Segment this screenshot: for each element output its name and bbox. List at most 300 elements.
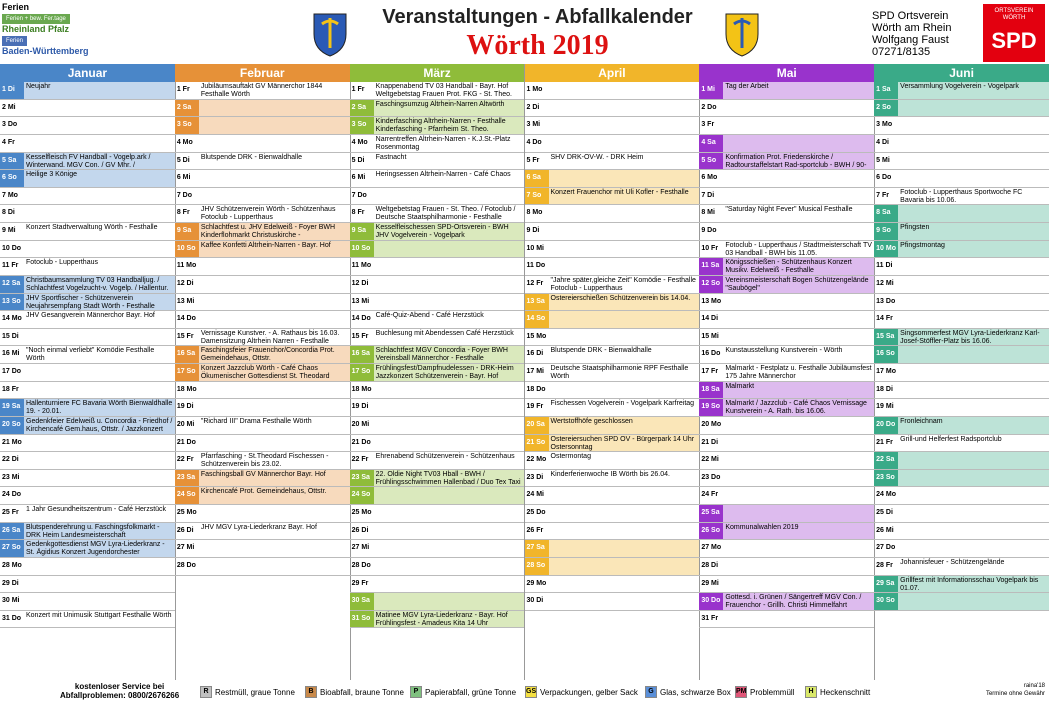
day-event: Kirchencafé Prot. Gemeindehaus, Ottstr. [200, 488, 327, 496]
day-row [525, 276, 700, 294]
day-row [0, 364, 175, 382]
month-column-februar [175, 64, 351, 680]
day-label: 20 Mo [701, 420, 722, 428]
day-row [699, 346, 874, 364]
day-label: 18 Mo [176, 385, 197, 393]
day-event: Pfingsten [900, 224, 930, 231]
day-event: SHV DRK-OV-W. - DRK Heim [550, 153, 644, 161]
day-row [699, 470, 874, 488]
day-row [350, 487, 525, 505]
day-label: 19 So [699, 399, 723, 416]
day-row [525, 452, 700, 470]
day-row [525, 170, 700, 188]
day-row [350, 188, 525, 206]
day-label: 11 Fr [2, 262, 19, 270]
day-label: 25 Fr [2, 509, 19, 516]
day-event: "Saturday Night Fever" Musical Festhalle [725, 206, 853, 214]
day-label: 4 Do [526, 138, 542, 146]
day-row [350, 593, 525, 611]
day-row [0, 558, 175, 576]
day-event: Fastnacht [375, 153, 407, 161]
day-row [350, 82, 525, 100]
day-label: 30 Do [699, 593, 723, 610]
day-event: Tag der Arbeit [725, 83, 769, 90]
spd-logo [983, 4, 1045, 62]
day-row [699, 276, 874, 294]
day-row [699, 329, 874, 347]
day-label: 10 Mi [526, 244, 545, 252]
day-label: 31 Do [2, 614, 22, 622]
day-label: 12 So [699, 276, 723, 293]
day-label: 12 Di [351, 279, 369, 287]
day-row [0, 223, 175, 241]
day-label: 25 Sa [699, 505, 723, 522]
day-event: Wertstoffhöfe geschlossen [550, 417, 633, 425]
day-label: 15 Di [2, 332, 19, 340]
day-row [350, 540, 525, 558]
credit-disclaimer: Termine ohne Gewähr [985, 691, 1045, 697]
day-event: Blutspende DRK - Bienwaldhalle [200, 153, 302, 161]
day-row [350, 364, 525, 382]
day-row [525, 382, 700, 400]
day-label: 16 So [874, 346, 898, 363]
day-label: 28 Di [701, 561, 719, 569]
day-label: 10 Mo [874, 241, 898, 258]
day-label: 6 Do [876, 174, 892, 182]
day-row [175, 346, 350, 364]
day-label: 19 Di [351, 403, 369, 411]
day-row [525, 258, 700, 276]
day-label: 22 Mi [701, 456, 719, 464]
day-row [874, 364, 1049, 382]
day-row [350, 346, 525, 364]
day-label: 5 Fr [526, 156, 540, 164]
day-label: 22 Fr [351, 456, 369, 464]
day-row [525, 417, 700, 435]
day-label: 5 Sa [0, 153, 24, 170]
day-event: Schlachtfest u. JHV Edelweiß - Foyer BWH Kinderflohmarkt Christuskirche - [200, 224, 336, 239]
day-event: Kunstausstellung Kunstverein - Wörth [725, 347, 843, 355]
day-label: 29 Di [2, 579, 19, 587]
day-label: 3 Mi [526, 121, 541, 129]
day-row [525, 523, 700, 541]
day-row [350, 135, 525, 153]
day-label: 16 Sa [175, 346, 199, 363]
day-row [874, 329, 1049, 347]
ferien-rp-label: Rheinland Pfalz [2, 24, 70, 34]
page-subtitle: Wörth 2019 [466, 30, 609, 61]
day-label: 30 Sa [350, 593, 374, 610]
waste-type-chip: PM [735, 686, 747, 698]
day-row [874, 558, 1049, 576]
day-label: 11 Mo [176, 262, 197, 270]
day-row [0, 382, 175, 400]
day-row [874, 276, 1049, 294]
day-event: JHV Gesangverein Männerchor Bayr. Hof [26, 312, 155, 320]
day-row [525, 188, 700, 206]
day-label: 11 Di [876, 262, 893, 270]
day-row [874, 523, 1049, 541]
day-event: Frühlingsfest/Dampfnudelessen - DRK-Heim Jazzkonzert Schützenverein - Bayr. Hof [375, 365, 514, 380]
day-row [525, 294, 700, 312]
day-label: 12 Mi [876, 279, 894, 287]
day-label: 10 Fr [701, 244, 719, 252]
day-row [699, 417, 874, 435]
day-row [699, 435, 874, 453]
month-header: Mai [699, 64, 874, 82]
day-row [350, 417, 525, 435]
day-label: 7 So [525, 188, 549, 205]
day-row [699, 170, 874, 188]
day-label: 25 Mo [176, 509, 197, 516]
day-row [175, 435, 350, 453]
day-label: 21 Di [701, 438, 719, 446]
day-event: Gedenkgottesdienst MGV Lyra-Liederkranz - St. Ägidius Konzert Jugendorchester [26, 541, 165, 557]
day-label: 7 Mo [2, 191, 18, 199]
month-column-mai [699, 64, 875, 680]
day-row [699, 311, 874, 329]
day-label: 15 Fr [351, 332, 369, 340]
day-row [0, 417, 175, 435]
month-header: Juni [874, 64, 1049, 82]
ferien-bw-label: Baden-Württemberg [2, 46, 89, 56]
day-label: 4 Di [876, 138, 889, 146]
day-row [350, 276, 525, 294]
day-label: 18 Do [526, 385, 546, 393]
day-event: Jubiläumsauftakt GV Männerchor 1844 Festhalle Wörth [200, 83, 323, 98]
day-label: 22 Sa [874, 452, 898, 469]
day-label: 22 Di [2, 456, 19, 464]
day-label: 12 Di [176, 279, 194, 287]
day-row [699, 364, 874, 382]
day-row [874, 399, 1049, 417]
day-row [525, 470, 700, 488]
day-label: 28 So [525, 558, 549, 575]
day-row [874, 576, 1049, 594]
day-event: Malmarkt [725, 382, 755, 390]
day-label: 21 Mo [2, 438, 22, 446]
day-label: 4 Fr [2, 138, 15, 146]
waste-type-chip: B [305, 686, 317, 698]
day-event: Gedenkfeier Edelweiß u. Concordia - Friedhof / Kirchencafé Gem.haus, Ottstr. / Jazzkonzert [26, 417, 173, 433]
day-event: Fotoclub - Lupperthaus [26, 259, 98, 267]
day-event: Konzert Jazzclub Wörth - Café Chaos Ökumenischer Gottesdienst St. Theodard [200, 365, 330, 380]
day-row [0, 311, 175, 329]
day-label: 28 Do [176, 561, 196, 569]
day-row [699, 117, 874, 135]
day-row [874, 593, 1049, 611]
day-event: Versammlung Vogelverein - Vogelpark [900, 83, 1019, 90]
day-row [525, 435, 700, 453]
day-row [0, 523, 175, 541]
day-row [350, 382, 525, 400]
ferien-bw-swatch: Ferien [2, 36, 27, 46]
day-label: 19 Mi [876, 403, 894, 411]
day-event: "Jahre später,gleiche Zeit" Komödie - Festhalle Fotoclub - Lupperthaus [550, 276, 696, 292]
day-label: 16 Do [701, 350, 721, 358]
day-label: 2 Sa [350, 100, 374, 117]
month-header: Januar [0, 64, 175, 82]
day-event: Konzert Frauenchor mit Uli Kofler - Festhalle [550, 188, 689, 196]
day-label: 13 Mo [701, 297, 722, 305]
day-event: Malmarkt - Festplatz u. Festhalle Jubiläumsfest 175 Jahre Männerchor [725, 365, 872, 380]
day-label: 19 Di [176, 403, 194, 411]
day-label: 17 Mi [526, 368, 545, 375]
day-event: Faschingsumzug Altrhein-Narren Altwörth [375, 100, 505, 108]
day-label: 2 Sa [175, 100, 199, 117]
day-label: 17 Mo [876, 368, 896, 375]
day-label: 10 So [175, 241, 199, 258]
waste-type-label: Bioabfall, braune Tonne [320, 687, 404, 697]
day-row [525, 487, 700, 505]
day-row [175, 558, 350, 576]
day-row [525, 399, 700, 417]
month-column-april [525, 64, 701, 680]
day-row [175, 100, 350, 118]
day-row [350, 399, 525, 417]
day-row [350, 311, 525, 329]
day-row [525, 100, 700, 118]
day-row [350, 117, 525, 135]
day-label: 29 Mi [701, 579, 719, 587]
day-row [525, 576, 700, 594]
calendar-grid [0, 64, 1049, 680]
day-event: "Noch einmal verliebt" Komödie Festhalle Wörth [26, 347, 155, 363]
waste-type-chip: G [645, 686, 657, 698]
day-row [350, 523, 525, 541]
day-label: 21 Do [176, 438, 196, 446]
day-event: Buchlesung mit Abendessen Café Herzstück [375, 329, 514, 337]
day-label: 11 Sa [699, 258, 723, 275]
day-row [525, 241, 700, 259]
day-event: Kommunalwahlen 2019 [725, 523, 799, 531]
day-event: Christbaumsammlung TV 03 Handballjug. / Schlachtfest Vogelzucht-v. Vogelp. / Hallentur. [26, 276, 169, 292]
day-row [874, 311, 1049, 329]
day-label: 28 Mo [2, 561, 22, 569]
day-row [699, 294, 874, 312]
day-label: 2 Mi [2, 103, 16, 111]
day-row [874, 346, 1049, 364]
day-event: Grillfest mit Informationsschau Vogelpark bis 01.07. [900, 576, 1039, 592]
legend-item [805, 686, 870, 698]
day-label: 5 Di [176, 156, 190, 164]
day-event: Hallenturniere FC Bavaria Wörth Bienwaldhalle 19. - 20.01. [26, 400, 173, 416]
day-label: 11 Mo [351, 262, 372, 270]
day-event: Fotoclub - Lupperthaus Sportwoche FC Bavaria bis 10.06. [900, 188, 1023, 204]
day-label: 30 Di [526, 597, 544, 605]
day-row [350, 223, 525, 241]
month-column-juni [874, 64, 1049, 680]
waste-type-chip: H [805, 686, 817, 698]
day-label: 17 Fr [701, 368, 719, 375]
day-row [699, 135, 874, 153]
day-row [0, 276, 175, 294]
day-label: 18 Di [876, 385, 893, 393]
day-event: Schlachtfest MGV Concordia - Foyer BWH Vereinsball Männerchor - Festhalle [375, 347, 508, 363]
day-event: Kinderferienwoche IB Wörth bis 26.04. [550, 470, 670, 478]
day-label: 1 Sa [874, 82, 898, 99]
day-label: 3 So [350, 117, 374, 134]
day-label: 27 Mi [351, 544, 370, 552]
day-row [350, 505, 525, 523]
day-event: Pfingstmontag [900, 241, 945, 249]
day-label: 25 Do [526, 509, 546, 516]
day-row [874, 223, 1049, 241]
day-label: 25 Di [876, 509, 893, 516]
day-row [0, 505, 175, 523]
day-row [699, 593, 874, 611]
day-label: 20 Mi [351, 420, 370, 428]
day-row [175, 241, 350, 259]
day-event: Matinee MGV Lyra-Liederkranz - Bayr. Hof Frühlingsfest - Amadeus Kita 14 Uhr [375, 611, 508, 627]
day-label: 5 So [699, 153, 723, 170]
day-event: Kesselfleisch FV Handball - Vogelp.ark / Winterwand. MGV Con. / GV Mhr. / [26, 153, 151, 169]
day-row [175, 505, 350, 523]
day-label: 6 Mi [176, 174, 191, 182]
day-row [0, 294, 175, 312]
day-row [350, 153, 525, 171]
day-label: 7 Do [351, 191, 367, 199]
day-label: 24 So [350, 487, 374, 504]
day-event: Grill-und Helferfest Radsportclub [900, 435, 1002, 443]
day-row [175, 82, 350, 100]
day-event: Ostereierschießen Schützenverein bis 14.04. [550, 294, 691, 302]
day-row [350, 558, 525, 576]
day-row [175, 364, 350, 382]
day-label: 29 Fr [351, 579, 369, 587]
day-event: Ostermontag [550, 453, 591, 461]
day-row [525, 558, 700, 576]
day-row [0, 346, 175, 364]
day-event: Kaffee Konfetti Altrhein-Narren - Bayr. Hof [200, 241, 331, 249]
day-row [350, 329, 525, 347]
day-label: 15 Sa [874, 329, 898, 346]
day-event: JHV MGV Lyra-Liederkranz Bayr. Hof [200, 523, 317, 531]
day-row [699, 505, 874, 523]
day-label: 5 Mi [876, 156, 890, 164]
legend-item [410, 686, 516, 698]
day-row [874, 470, 1049, 488]
day-event: Kesselfleischessen SPD-Ortsverein - BWH JHV Vogelverein - Vogelpark [375, 224, 509, 239]
day-row [525, 593, 700, 611]
day-row [874, 435, 1049, 453]
page-title: Veranstaltungen - Abfallkalender [382, 6, 693, 28]
day-label: 13 So [0, 294, 24, 311]
day-label: 26 Di [351, 526, 369, 534]
day-row [874, 382, 1049, 400]
day-label: 18 Mo [351, 385, 372, 393]
day-label: 9 Sa [350, 223, 374, 240]
day-row [525, 311, 700, 329]
day-event: Fischessen Vogelverein - Vogelpark Karfreitag [550, 400, 695, 408]
day-row [699, 382, 874, 400]
day-row [175, 205, 350, 223]
day-event: Weltgebetstag Frauen - St. Theo. / Fotoclub / Deutsche Staatsphilharmonie - Festhalle [375, 206, 516, 222]
day-label: 8 Fr [351, 209, 365, 217]
waste-type-label: Problemmüll [750, 687, 795, 697]
day-label: 28 Fr [876, 561, 893, 569]
day-label: 8 Sa [874, 205, 898, 222]
day-row [175, 523, 350, 541]
day-event: Pfarrfasching - St.Theodard Fischessen - Schützenverein bis 23.02. [200, 453, 329, 469]
day-row [525, 505, 700, 523]
day-row [525, 540, 700, 558]
day-label: 20 Do [874, 417, 898, 434]
day-row [0, 188, 175, 206]
day-label: 9 Mi [2, 227, 16, 234]
day-row [0, 82, 175, 100]
day-row [699, 223, 874, 241]
day-label: 27 So [0, 540, 24, 557]
day-label: 14 Mo [2, 315, 22, 323]
day-label: 3 Mo [876, 121, 893, 129]
legend [0, 682, 1049, 702]
day-row [0, 470, 175, 488]
day-row [699, 205, 874, 223]
day-event: Faschingsfeier Frauenchor/Concordia Prot. Gemeindehaus, Ottstr. [200, 347, 335, 363]
day-row [175, 117, 350, 135]
day-row [0, 100, 175, 118]
day-label: 19 Fr [526, 403, 544, 411]
waste-type-chip: P [410, 686, 422, 698]
day-label: 16 Di [526, 350, 544, 358]
day-row [699, 100, 874, 118]
day-label: 8 Mi [701, 209, 715, 217]
month-column-märz [350, 64, 526, 680]
day-row [699, 540, 874, 558]
credit-author: raina'18 [1023, 683, 1045, 689]
day-row [0, 205, 175, 223]
day-label: 3 Fr [701, 121, 715, 129]
legend-item [525, 686, 638, 698]
day-row [350, 611, 525, 629]
day-row [699, 399, 874, 417]
day-event: Fotoclub - Lupperthaus / Stadtmeisterschaft TV 03 Handball - BWH bis 11.05. [725, 241, 872, 257]
day-row [699, 188, 874, 206]
day-label: 13 Mi [176, 297, 195, 305]
day-event: Heilige 3 Könige [26, 171, 77, 179]
day-row [699, 452, 874, 470]
day-row [175, 470, 350, 488]
day-label: 1 Fr [351, 86, 365, 93]
spd-logo-big: SPD [991, 28, 1037, 53]
day-label: 14 Fr [876, 315, 893, 323]
month-header: April [525, 64, 700, 82]
day-event: Konzert mit Unimusik Stuttgart Festhalle Wörth [26, 611, 172, 619]
day-row [699, 153, 874, 171]
day-event: Café-Quiz-Abend - Café Herzstück [375, 312, 484, 320]
waste-type-label: Glas, schwarze Box [660, 687, 731, 697]
day-label: 17 So [350, 364, 374, 381]
day-row [175, 170, 350, 188]
day-row [0, 452, 175, 470]
day-label: 14 Do [351, 315, 371, 323]
legend-item [735, 686, 794, 698]
day-row [175, 399, 350, 417]
coat-of-arms-left-icon [310, 10, 350, 58]
day-event: Königsschießen - Schützenhaus Konzert Musikv. Edelweiß - Festhalle [725, 259, 852, 275]
day-event: 1 Jahr Gesundheitszentrum - Café Herzstück [26, 506, 167, 513]
day-row [0, 241, 175, 259]
spd-org: SPD Ortsverein [872, 10, 949, 22]
day-label: 7 Do [176, 191, 192, 199]
legend-item [305, 686, 404, 698]
day-label: 6 Mi [351, 174, 366, 182]
day-label: 4 Mo [176, 138, 193, 146]
day-label: 31 Fr [701, 614, 719, 622]
legend-item [645, 686, 731, 698]
ferien-title: Ferien [2, 2, 30, 12]
